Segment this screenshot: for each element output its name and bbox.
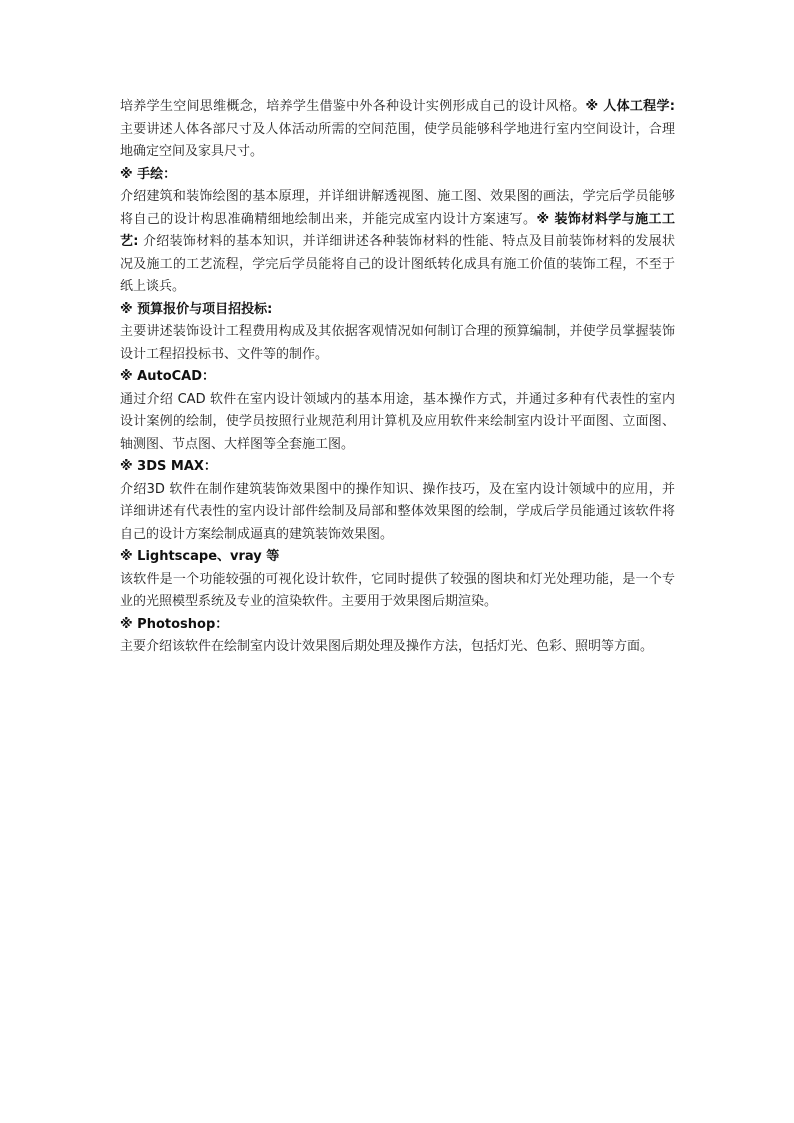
autocad-heading: ※ AutoCAD： [120, 369, 216, 384]
lightscape-heading: ※ Lightscape、vray 等 [120, 549, 280, 564]
intro-paragraph [120, 96, 675, 164]
budget-heading: ※ 预算报价与项目招投标: [120, 301, 273, 317]
ergonomics-heading: ※ 人体工程学: [585, 99, 675, 114]
3dsmax-text: 介绍3D 软件在制作建筑装饰效果图中的操作知识、操作技巧，及在室内设计领域中的应用，并详细讲述有代表性的室内设计部件绘制及局部和整体效果图的绘制，学成后学员能通过该软件将自己的设计方案绘制成逼真的建筑装饰效果图。 [120, 481, 675, 542]
photoshop-text: 主要介绍该软件在绘制室内设计效果图后期处理及操作方法，包括灯光、色彩、照明等方面。 [120, 639, 654, 654]
budget-text: 主要讲述装饰设计工程费用构成及其依据客观情况如何制订合理的预算编制，并使学员掌握装饰设计工程招投标书、文件等的制作。 [120, 324, 675, 362]
lightscape-text: 该软件是一个功能较强的可视化设计软件，它同时提供了较强的图块和灯光处理功能，是一个专业的光照模型系统及专业的渲染软件。主要用于效果图后期渲染。 [120, 571, 675, 609]
autocad-text: 通过介绍 CAD 软件在室内设计领域内的基本用途，基本操作方式，并通过多种有代表性的室内设计案例的绘制，使学员按照行业规范利用计算机及应用软件来绘制室内设计平面图、立面图、轴测图、节点图、大样图等全套施工图。 [120, 391, 675, 452]
document-page [120, 96, 675, 659]
hand-drawing-paragraph [120, 186, 675, 299]
photoshop-heading: ※ Photoshop： [120, 616, 229, 632]
hand-drawing-text: 介绍建筑和装饰绘图的基本原理，并详细讲解透视图、施工图、效果图的画法，学完后学员能够将自己的设计构思准确精细地绘制出来，并能完成室内设计方案速写。 [120, 189, 675, 227]
materials-text: 介绍装饰材料的基本知识，并详细讲述各种装饰材料的性能、特点及目前装饰材料的发展状况及施工的工艺流程，学完后学员能将自己的设计图纸转化成具有施工价值的装饰工程，不至于纸上谈兵。 [120, 234, 675, 294]
materials-heading: ※ 装饰材料学与施工工艺: [120, 211, 675, 249]
intro-text: 培养学生空间思维概念，培养学生借鉴中外各种设计实例形成自己的设计风格。 [120, 99, 586, 114]
3dsmax-heading: ※ 3DS MAX： [120, 459, 217, 474]
ergonomics-text: 主要讲述人体各部尺寸及人体活动所需的空间范围，使学员能够科学地进行室内空间设计，合理地确定空间及家具尺寸。 [120, 121, 675, 159]
hand-drawing-heading: ※ 手绘： [120, 166, 177, 182]
